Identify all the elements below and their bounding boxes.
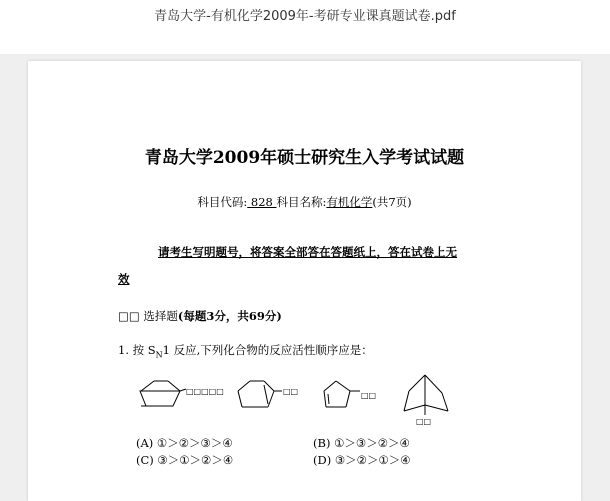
compound-4-structure <box>404 375 448 415</box>
compound-1-substituent: □□□□□ <box>186 387 224 396</box>
compound-1-structure <box>140 381 186 406</box>
notice-line-1: 请考生写明题号，将答案全部答在答题纸上，答在试卷上无 <box>158 245 457 259</box>
subject-name: 有机化学 <box>326 195 373 209</box>
question-1-text: 1 反应,下列化合物的反应活性顺序应是： <box>162 343 373 357</box>
page-count-note: (共7页) <box>372 195 412 209</box>
notice-line-2: 效 <box>118 272 130 286</box>
section-score: (每题3分，共69分) <box>177 309 282 323</box>
document-page <box>28 61 581 501</box>
compound-3-substituent: □□ <box>361 391 377 400</box>
question-1-subscript: N <box>155 350 163 360</box>
subject-code-label: 科目代码: <box>197 195 248 209</box>
subject-name-label: 科目名称: <box>276 195 327 209</box>
compound-4-substituent: □□ <box>416 417 432 426</box>
option-c: (C) ③＞①＞②＞④ <box>136 453 234 467</box>
compound-2-substituent: □□ <box>283 387 299 396</box>
option-d: (D) ③＞②＞①＞④ <box>313 453 411 467</box>
subject-code: 828 <box>247 195 277 209</box>
compound-2-structure <box>238 381 282 407</box>
section-title: 选择题 <box>143 309 178 323</box>
question-1-prefix: 1. 按 S <box>118 343 156 357</box>
option-a: (A) ①＞②＞③＞④ <box>136 436 233 450</box>
viewer-header <box>0 0 610 54</box>
compound-3-structure <box>324 381 360 407</box>
chemical-structures <box>28 61 581 501</box>
section-marker: □□ <box>118 309 140 323</box>
document-file-title: 青岛大学-有机化学2009年-考研专业课真题试卷.pdf <box>154 9 456 24</box>
option-b: (B) ①＞③＞②＞④ <box>313 436 410 450</box>
exam-title: 青岛大学2009年硕士研究生入学考试试题 <box>144 148 465 168</box>
